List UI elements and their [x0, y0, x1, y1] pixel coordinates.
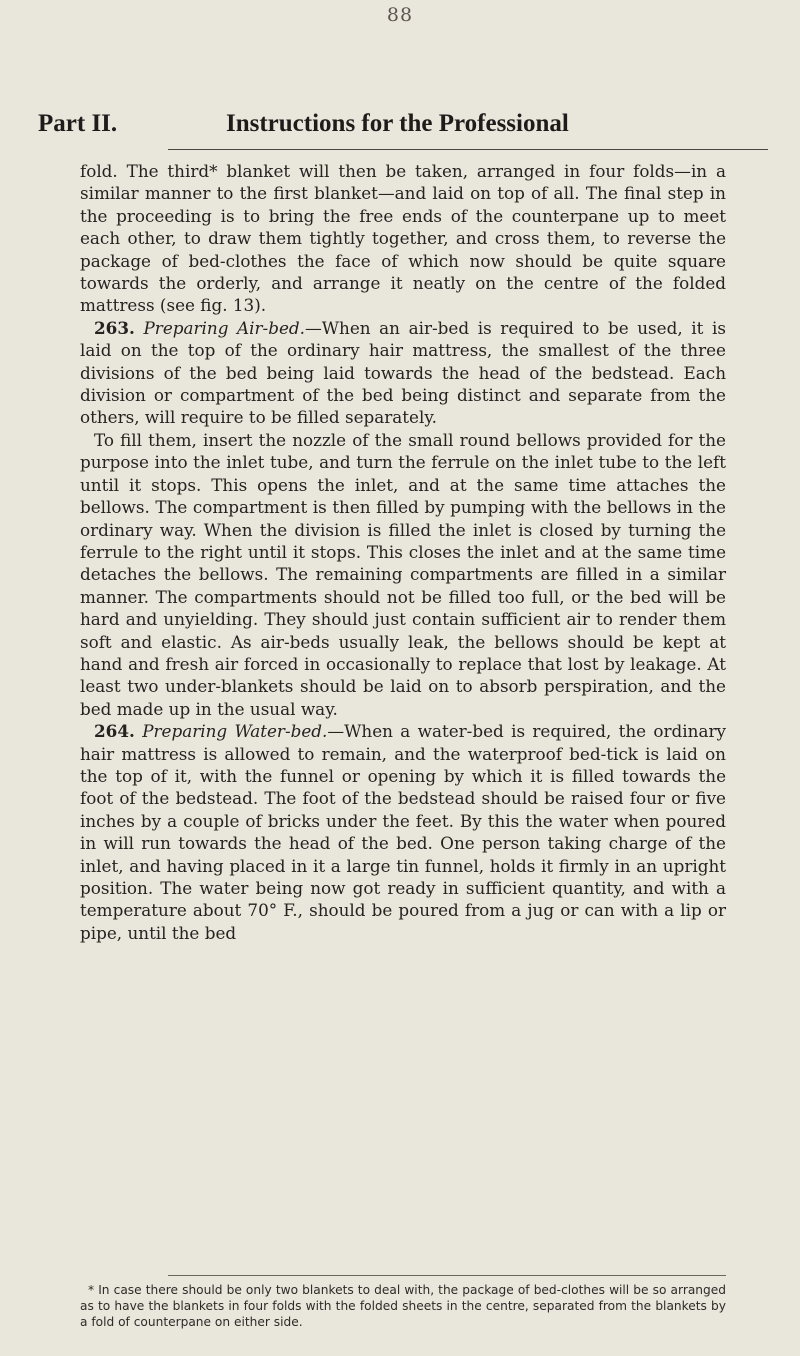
running-header [38, 110, 766, 146]
page-number: 88 [386, 4, 414, 26]
footnote [80, 1282, 726, 1331]
paragraph-continuation: fold. The third* blanket will then be taken, arranged in four folds—in a similar manner to the first blanket—and laid on top of all. The final step in the proceeding is to bring the free ends of the counterpane up to meet each other, to draw them tightly together, and cross them, to reverse the package of bed-clothes the face of which now should be quite square towards the orderly, and arrange it neatly on the centre of the folded mattress (see fig. 13). [80, 161, 726, 316]
paragraph-fill-instructions: To fill them, insert the nozzle of the small round bellows provided for the purpose into the inlet tube, and turn the ferrule on the inlet tube to the left until it stops. This opens the inlet, and at the same time attaches the bellows. The compartment is then filled by pumping with the bellows in the ordinary way. When the division is filled the inlet is closed by turning the ferrule to the right until it stops. This closes the inlet and at the same time detaches the bellows. The remaining compartments are filled in a similar manner. The compartments should not be filled too full, or the bed will be hard and unyielding. They should just contain sufficient air to render them soft and elastic. As air-beds usually leak, the bellows should be kept at hand and fresh air forced in occasionally to replace that lost by leakage. At least two under-blankets should be laid on to absorb perspiration, and the bed made up in the usual way. [80, 429, 726, 719]
body-text [80, 160, 726, 944]
section-title: Instructions for the Professional [226, 110, 569, 137]
paragraph-263 [80, 317, 726, 429]
paragraph-number: 263. [94, 317, 135, 338]
header-rule [168, 149, 768, 150]
paragraph-text: —When a water-bed is required, the ordinary hair mattress is allowed to remain, and the waterproof bed-tick is laid on the top of it, with the funnel or opening by which it is filled towards the foot of the bedstead. The foot of the bedstead should be raised four or five inches by a couple of bricks under the feet. By this the water when poured in will run towards the head of the bed. One person taking charge of the inlet, and having placed in it a large tin funnel, holds it firmly in an upright position. The water being now got ready in sufficient quantity, and with a temperature about 70° F., should be poured from a jug or can with a lip or pipe, until the bed [80, 721, 726, 943]
footnote-rule [168, 1275, 726, 1276]
paragraph-heading: Preparing Water-bed. [142, 721, 328, 742]
footnote-text: In case there should be only two blankets to deal with, the package of bed-clothes will be so arranged as to have the blankets in four folds with the folded sheets in the centre, separated from the blankets by a fold of counterpane on either side. [80, 1283, 726, 1330]
paragraph-text: —When an air-bed is required to be used, it is laid on the top of the ordinary hair mattress, the smallest of the three divisions of the bed being laid towards the head of the bedstead. Each division or compartment of the bed being distinct and separate from the others, will require to be filled separately. [80, 317, 726, 428]
paragraph-heading: Preparing Air-bed. [143, 317, 305, 338]
part-label: Part II. [38, 110, 118, 137]
footnote-mark: * [88, 1283, 95, 1297]
paragraph-264 [80, 720, 726, 944]
paragraph-number: 264. [94, 721, 135, 742]
